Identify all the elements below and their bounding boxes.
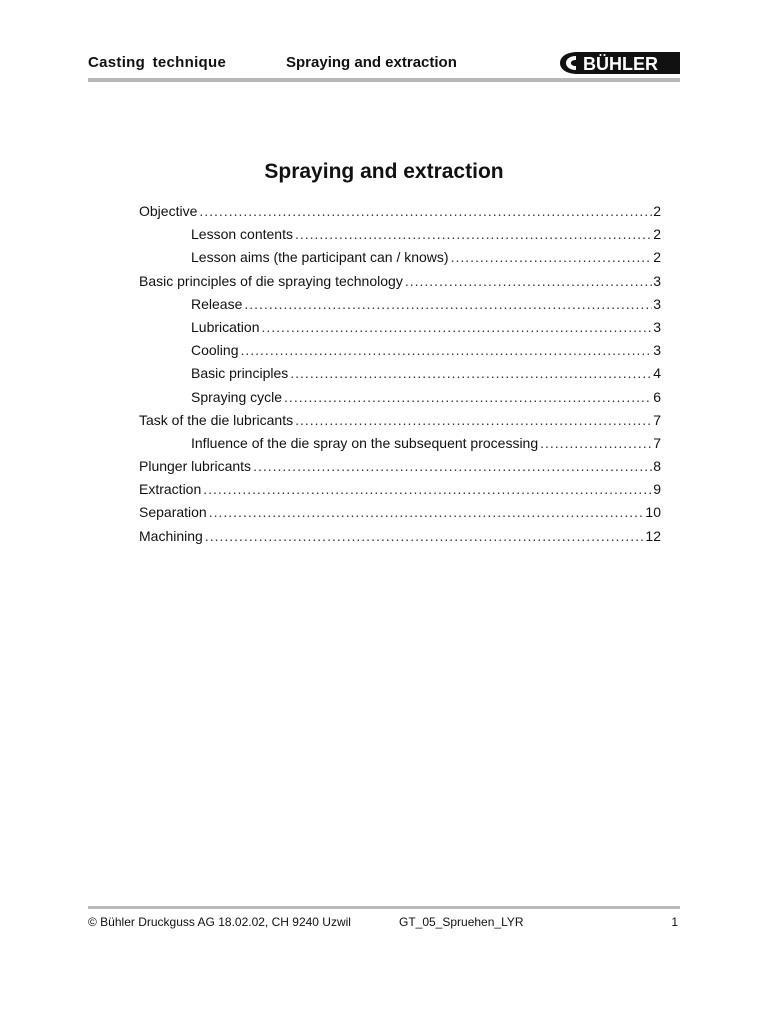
toc-dot-leader <box>253 458 652 474</box>
toc-entry <box>139 273 661 296</box>
toc-entry <box>139 481 661 504</box>
toc-entry <box>139 458 661 481</box>
toc-dot-leader <box>405 273 652 289</box>
toc-dot-leader <box>203 481 652 497</box>
toc-entry-page: 7 <box>653 434 661 451</box>
toc-entry-title: Task of the die lubricants <box>139 411 294 428</box>
toc-entry-title: Lesson contents <box>191 226 293 243</box>
header-rule <box>88 78 680 82</box>
toc-entry-page: 3 <box>653 318 661 335</box>
toc-dot-leader <box>209 504 645 520</box>
toc-dot-leader <box>244 296 652 312</box>
toc-dot-leader <box>295 412 652 428</box>
toc-entry-page: 2 <box>653 226 661 243</box>
toc-entry <box>139 365 661 388</box>
header-section: Casting technique <box>88 54 227 71</box>
toc-dot-leader <box>451 249 653 265</box>
toc-dot-leader <box>295 226 652 242</box>
toc-entry-page: 4 <box>653 365 661 382</box>
toc-entry <box>139 504 661 527</box>
toc-entry-title: Lubrication <box>191 318 260 335</box>
toc-entry-title: Separation <box>139 504 207 521</box>
toc-entry-title: Objective <box>139 203 198 219</box>
toc-entry-page: 2 <box>653 203 661 219</box>
toc-dot-leader <box>284 389 652 405</box>
toc-entry <box>139 296 661 319</box>
footer-rule <box>88 906 680 909</box>
toc-entry <box>139 342 661 365</box>
page-header <box>88 50 680 80</box>
toc-dot-leader <box>205 528 645 544</box>
toc-entry-title: Lesson aims (the participant can / knows) <box>191 249 449 266</box>
toc-entry-title: Cooling <box>191 342 239 359</box>
footer-doc-id: GT_05_Spruehen_LYR <box>399 915 524 929</box>
footer-page-number: 1 <box>671 915 678 929</box>
toc-entry <box>139 435 661 458</box>
toc-dot-leader <box>262 319 653 335</box>
page-title: Spraying and extraction <box>264 160 504 183</box>
toc-dot-leader <box>540 435 652 451</box>
toc-dot-leader <box>240 342 652 358</box>
toc-entry-page: 8 <box>653 458 661 475</box>
toc-entry-page: 2 <box>653 249 661 266</box>
toc-entry-page: 3 <box>653 295 661 312</box>
toc-entry-page: 7 <box>653 411 661 428</box>
table-of-contents <box>139 203 661 551</box>
toc-entry <box>139 319 661 342</box>
toc-entry-page: 3 <box>653 342 661 359</box>
buhler-logo <box>560 50 680 76</box>
toc-entry-page: 3 <box>653 272 661 289</box>
toc-entry <box>139 203 661 226</box>
toc-entry-title: Spraying cycle <box>191 388 283 405</box>
toc-entry <box>139 226 661 249</box>
toc-entry-title: Machining <box>139 527 203 544</box>
toc-dot-leader <box>290 365 652 381</box>
footer-copyright: © Bühler Druckguss AG 18.02.02, CH 9240 Uzwil <box>88 915 351 929</box>
toc-entry <box>139 528 661 551</box>
toc-entry-page: 10 <box>645 504 661 521</box>
toc-entry-title: Basic principles of die spraying technology <box>139 272 403 289</box>
toc-entry-page: 9 <box>653 481 661 498</box>
toc-entry <box>139 412 661 435</box>
toc-entry-page: 12 <box>645 527 661 544</box>
toc-entry-page: 6 <box>653 388 661 405</box>
toc-entry-title: Influence of the die spray on the subsequent processing <box>191 434 539 451</box>
toc-entry-title: Release <box>191 295 243 312</box>
toc-entry-title: Basic principles <box>191 365 289 382</box>
toc-entry-title: Extraction <box>139 481 202 498</box>
toc-entry <box>139 249 661 272</box>
header-topic: Spraying and extraction <box>286 54 457 71</box>
logo-wordmark: BÜHLER <box>583 54 658 74</box>
toc-entry-title: Plunger lubricants <box>139 458 252 475</box>
toc-dot-leader <box>199 203 652 219</box>
toc-entry <box>139 389 661 412</box>
